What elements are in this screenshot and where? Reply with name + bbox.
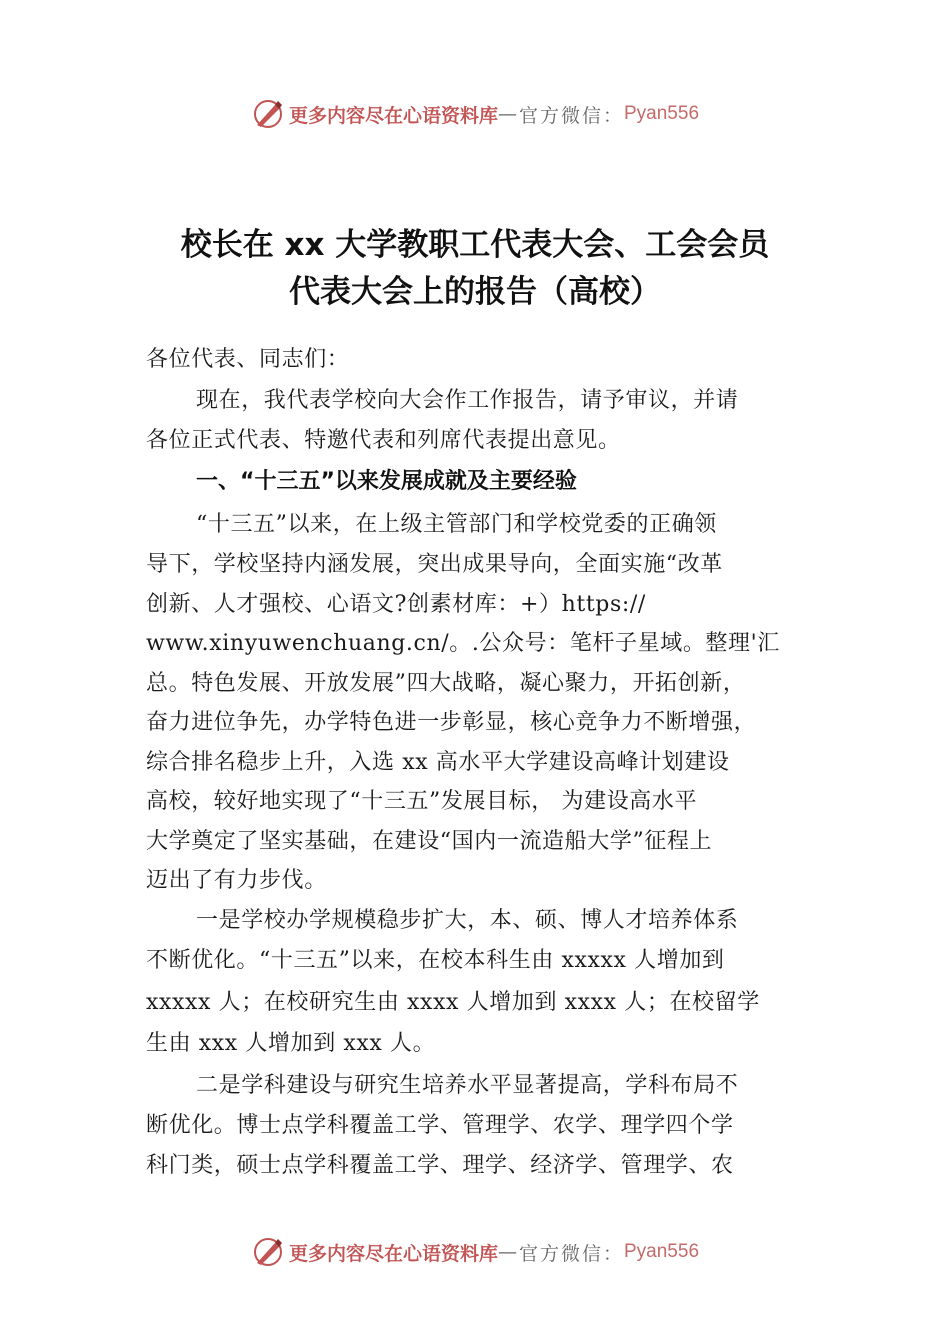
para-line: 创新、人才强校、心语文?创素材库：+）https:// [146,592,646,617]
para-line: 科门类，硕士点学科覆盖工学、理学、经济学、管理学、农 [146,1153,734,1178]
intro-line: 各位正式代表、特邀代表和列席代表提出意见。 [146,428,621,453]
pen-logo-icon [251,97,285,131]
para-line: 生由 xxx 人增加到 xxx 人。 [146,1031,436,1056]
greeting: 各位代表、同志们： [146,347,350,372]
para-line: 高校，较好地实现了“十三五”发展目标， 为建设高水平 [146,789,698,814]
para-line: www.xinyuwenchuang.cn/。.公众号：笔杆子星域。整理'汇 [146,631,780,656]
para-line: “十三五”以来，在上级主管部门和学校党委的正确领 [196,512,717,537]
para-line: 不断优化。“十三五”以来，在校本科生由 xxxxx 人增加到 [146,948,725,973]
banner-main-text: 更多内容尽在心语资料库 [288,104,498,127]
para-line: 一是学校办学规模稳步扩大，本、硕、博人才培养体系 [196,908,739,933]
pen-logo-icon [251,1235,285,1269]
para-line: 二是学科建设与研究生培养水平显著提高，学科布局不 [196,1073,739,1098]
intro-line: 现在，我代表学校向大会作工作报告，请予审议，并请 [196,388,739,413]
para-line: xxxxx 人；在校研究生由 xxxx 人增加到 xxxx 人；在校留学 [146,990,760,1015]
para-line: 导下，学校坚持内涵发展，突出成果导向，全面实施“改革 [146,552,723,577]
para-line: 迈出了有力步伐。 [146,868,327,893]
para-line: 综合排名稳步上升，入选 xx 高水平大学建设高峰计划建设 [146,750,730,775]
banner-official-label: 官方微信： [518,104,624,127]
doc-title-line-1: 校长在 xx 大学教职工代表大会、工会会员 [180,227,770,263]
banner-dash: — [497,103,519,125]
banner-main-text: 更多内容尽在心语资料库 [288,1242,498,1265]
para-line: 奋力进位争先，办学特色进一步彰显，核心竞争力不断增强， [146,710,757,735]
para-line: 大学奠定了坚实基础，在建设“国内一流造船大学”征程上 [146,829,713,854]
banner-dash: — [497,1241,519,1263]
banner-wechat-id: Pyan556 [624,103,700,124]
banner-wechat-id: Pyan556 [624,1241,700,1262]
banner-official-label: 官方微信： [518,1242,624,1265]
para-line: 总。特色发展、开放发展”四大战略，凝心聚力，开拓创新， [146,671,746,696]
section-heading: 一、“十三五”以来发展成就及主要经验 [196,469,577,494]
footer-banner [0,1232,950,1272]
header-banner [0,94,950,134]
para-line: 断优化。博士点学科覆盖工学、管理学、农学、理学四个学 [146,1113,734,1138]
doc-title-line-2: 代表大会上的报告（高校） [289,274,661,310]
